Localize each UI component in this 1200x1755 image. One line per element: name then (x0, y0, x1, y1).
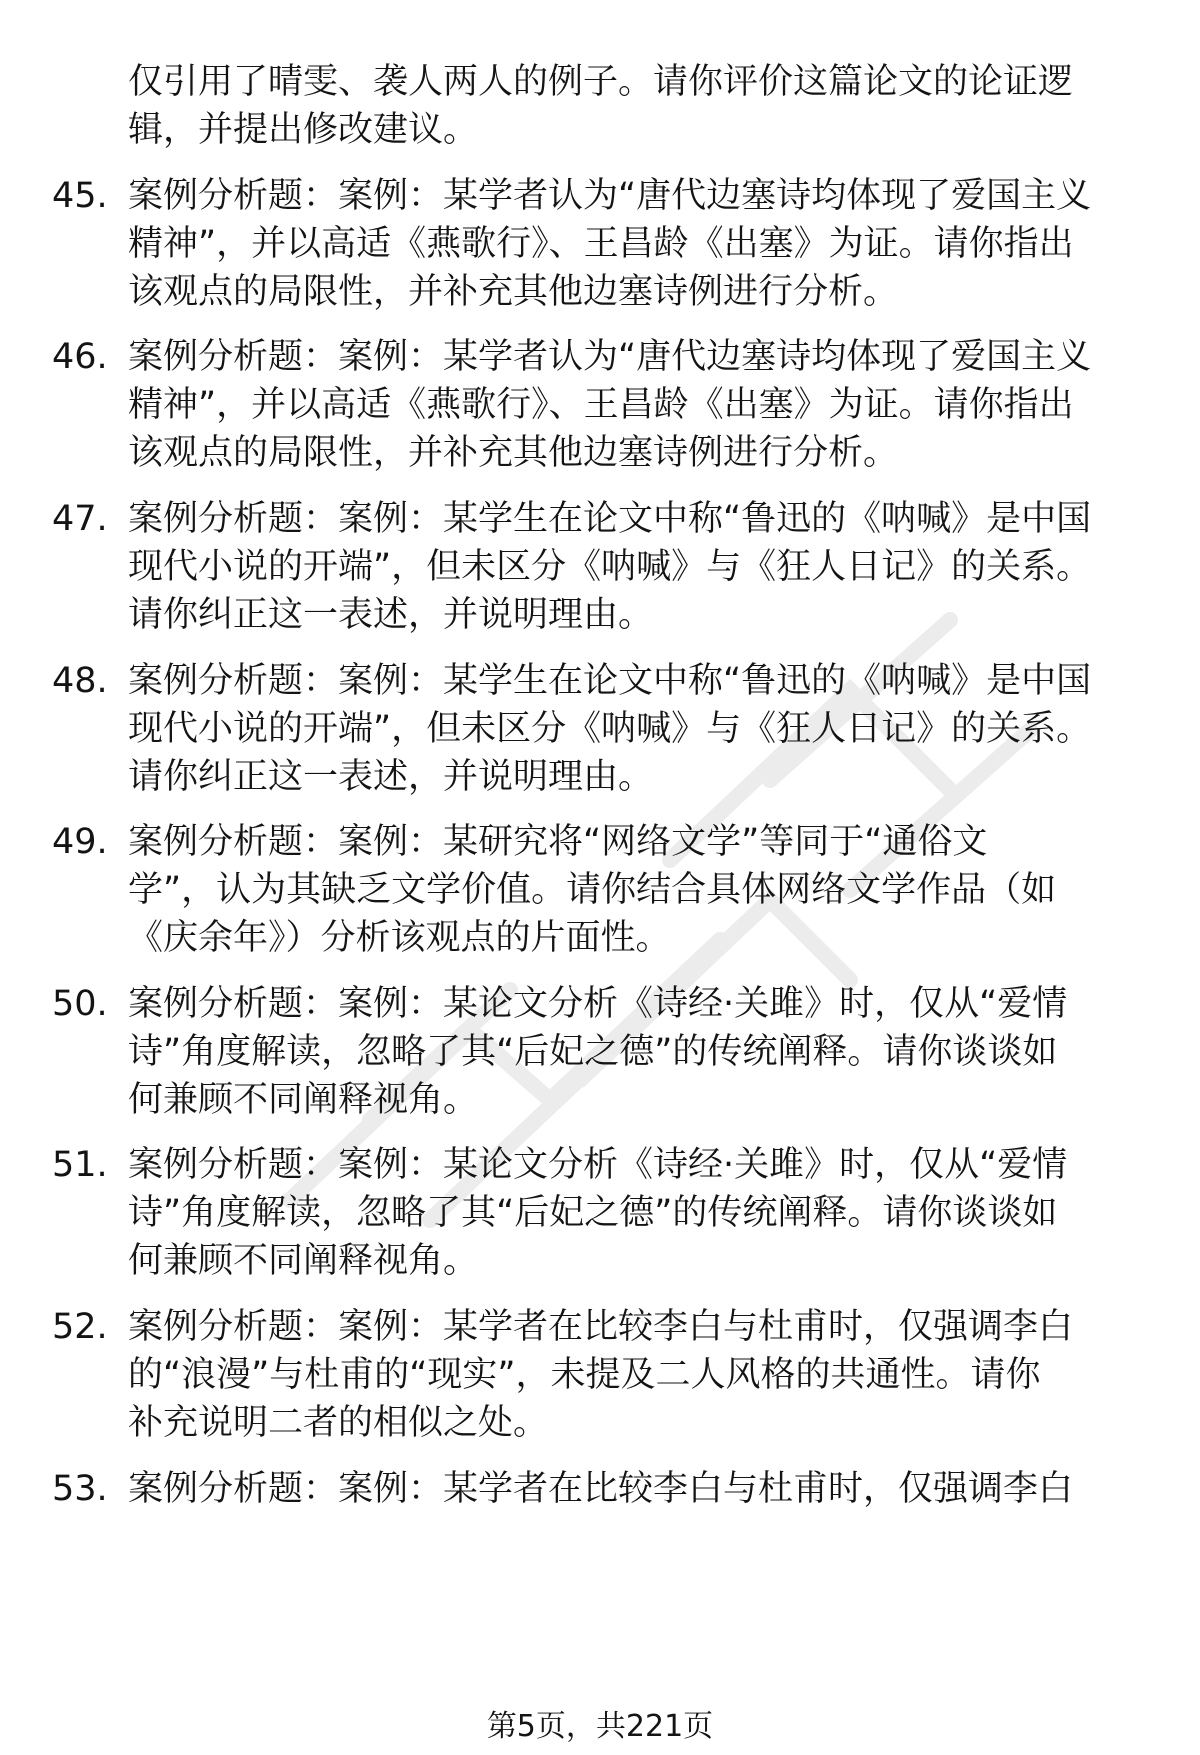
question-number: 51. (52, 1145, 108, 1185)
question-number: 46. (52, 337, 108, 377)
intro-text: 仅引用了晴雯、袭人两人的例子。请你评价这篇论文的论证逻 辑，并提出修改建议。 (128, 62, 1074, 150)
question-text: 案例分析题：案例：某论文分析《诗经·关雎》时，仅从“爱情 诗”角度解读，忽略了其“后妃之德”的传统阐释。请你谈谈如 何兼顾不同阐释视角。 (128, 1145, 1068, 1281)
question-number: 52. (52, 1307, 108, 1347)
question-number: 49. (52, 822, 108, 862)
question-number: 50. (52, 984, 108, 1024)
page-number-footer: 第5页，共221页 (486, 1709, 714, 1744)
question-text: 案例分析题：案例：某研究将“网络文学”等同于“通俗文 学”，认为其缺乏文学价值。请你结合具体网络文学作品（如 《庆余年》）分析该观点的片面性。 (128, 822, 1057, 958)
question-number: 45. (52, 176, 108, 216)
question-number: 53. (52, 1469, 108, 1509)
question-text: 案例分析题：案例：某学者在比较李白与杜甫时，仅强调李白 (128, 1469, 1074, 1509)
question-number: 48. (52, 661, 108, 701)
question-number: 47. (52, 499, 108, 539)
question-text: 案例分析题：案例：某学者认为“唐代边塞诗均体现了爱国主义 精神”，并以高适《燕歌行》、王昌龄《出塞》为证。请你指出 该观点的局限性，并补充其他边塞诗例进行分析。 (128, 337, 1092, 473)
question-text: 案例分析题：案例：某学者认为“唐代边塞诗均体现了爱国主义 精神”，并以高适《燕歌行》、王昌龄《出塞》为证。请你指出 该观点的局限性，并补充其他边塞诗例进行分析。 (128, 176, 1092, 312)
question-text: 案例分析题：案例：某论文分析《诗经·关雎》时，仅从“爱情 诗”角度解读，忽略了其“后妃之德”的传统阐释。请你谈谈如 何兼顾不同阐释视角。 (128, 984, 1068, 1120)
question-text: 案例分析题：案例：某学生在论文中称“鲁迅的《呐喊》是中国 现代小说的开端”，但未区分《呐喊》与《狂人日记》的关系。 请你纠正这一表述，并说明理由。 (128, 661, 1092, 797)
question-text: 案例分析题：案例：某学生在论文中称“鲁迅的《呐喊》是中国 现代小说的开端”，但未区分《呐喊》与《狂人日记》的关系。 请你纠正这一表述，并说明理由。 (128, 499, 1092, 635)
question-text: 案例分析题：案例：某学者在比较李白与杜甫时，仅强调李白 的“浪漫”与杜甫的“现实”，未提及二人风格的共通性。请你 补充说明二者的相似之处。 (128, 1307, 1074, 1443)
